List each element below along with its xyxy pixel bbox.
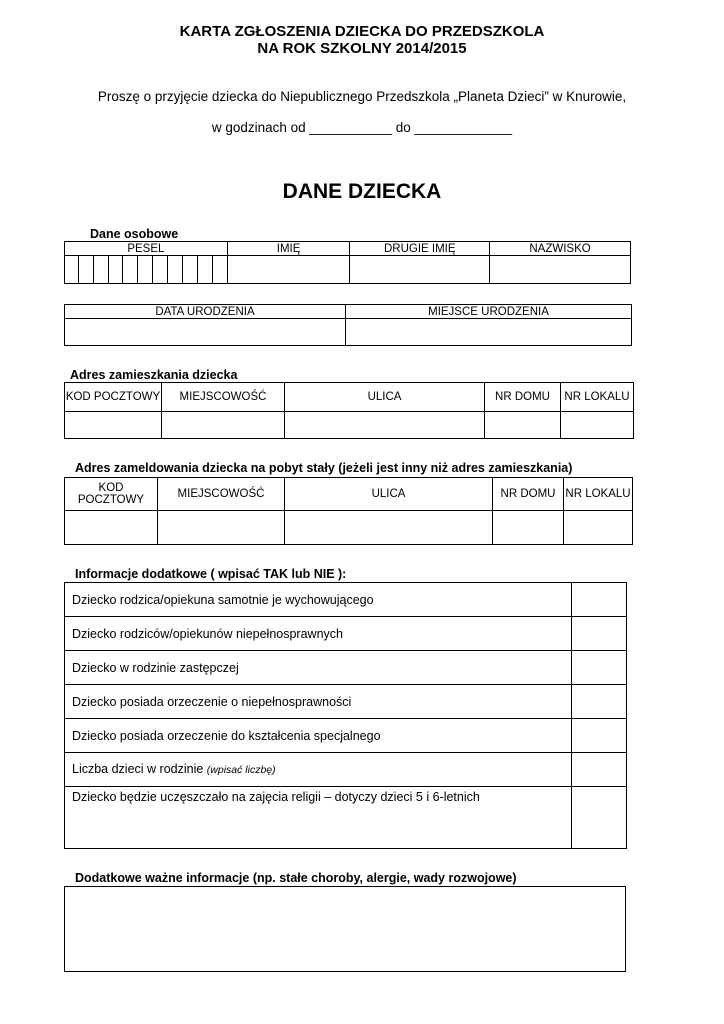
birth-place-header: MIEJSCE URODZENIA xyxy=(346,305,632,319)
pesel-digit-cell[interactable] xyxy=(79,256,94,284)
form-title-line1: KARTA ZGŁOSZENIA DZIECKA DO PRZEDSZKOLA xyxy=(179,23,545,40)
pesel-digit-cell[interactable] xyxy=(94,256,109,284)
pesel-digit-cell[interactable] xyxy=(138,256,153,284)
children-count-label xyxy=(65,753,572,787)
first-name-header: IMIĘ xyxy=(227,242,350,256)
disabled-parents-label: Dziecko rodziców/opiekunów niepełnosprawnych xyxy=(65,617,572,651)
house-number-field[interactable] xyxy=(493,511,564,545)
residence-address-label: Adres zamieszkania dziecka xyxy=(70,368,238,382)
pesel-header: PESEL xyxy=(65,242,228,256)
first-name-field[interactable] xyxy=(227,256,350,284)
disabled-parents-answer[interactable] xyxy=(572,617,627,651)
disability-certificate-answer[interactable] xyxy=(572,685,627,719)
additional-info-label: Informacje dodatkowe ( wpisać TAK lub NIE ): xyxy=(75,567,347,581)
pesel-digit-cell[interactable] xyxy=(123,256,138,284)
special-education-answer[interactable] xyxy=(572,719,627,753)
form-title-line2: NA ROK SZKOLNY 2014/2015 xyxy=(257,40,467,57)
street-field[interactable] xyxy=(285,511,493,545)
pesel-digit-cell[interactable] xyxy=(109,256,123,284)
street-header: ULICA xyxy=(285,478,493,511)
street-field[interactable] xyxy=(285,412,485,439)
important-info-label: Dodatkowe ważne informacje (np. stałe choroby, alergie, wady rozwojowe) xyxy=(75,871,517,885)
pesel-digit-cell[interactable] xyxy=(182,256,197,284)
postal-code-field[interactable] xyxy=(65,511,158,545)
locality-field[interactable] xyxy=(158,511,285,545)
personal-data-label: Dane osobowe xyxy=(90,227,179,241)
postal-code-header: KOD POCZTOWY xyxy=(65,383,162,412)
street-header: ULICA xyxy=(285,383,485,412)
surname-field[interactable] xyxy=(490,256,631,284)
foster-family-label: Dziecko w rodzinie zastępczej xyxy=(65,651,572,685)
disability-certificate-label: Dziecko posiada orzeczenie o niepełnosprawności xyxy=(65,685,572,719)
locality-header: MIEJSCOWOŚĆ xyxy=(162,383,285,412)
house-number-header: NR DOMU xyxy=(493,478,564,511)
admission-request-text: Proszę o przyjęcie dziecka do Niepublicznego Przedszkola „Planeta Dzieci” w Knurowie, xyxy=(97,89,627,104)
postal-code-header: KOD POCZTOWY xyxy=(65,478,158,511)
house-number-field[interactable] xyxy=(485,412,561,439)
registration-address-label: Adres zameldowania dziecka na pobyt stały (jeżeli jest inny niż adres zamieszkania) xyxy=(75,461,573,475)
surname-header: NAZWISKO xyxy=(490,242,631,256)
apartment-number-header: NR LOKALU xyxy=(564,478,633,511)
second-name-header: DRUGIE IMIĘ xyxy=(350,242,490,256)
birth-place-field[interactable] xyxy=(346,319,632,346)
pesel-digit-cell[interactable] xyxy=(197,256,212,284)
single-parent-label: Dziecko rodzica/opiekuna samotnie je wychowującego xyxy=(65,583,572,617)
important-info-field[interactable] xyxy=(64,886,626,972)
children-count-text: Liczba dzieci w rodzinie xyxy=(72,762,204,776)
postal-code-field[interactable] xyxy=(65,412,162,439)
apartment-number-field[interactable] xyxy=(564,511,633,545)
birth-data-table xyxy=(64,304,632,346)
pesel-digit-cell[interactable] xyxy=(212,256,227,284)
registration-address-table xyxy=(64,477,633,545)
second-name-field[interactable] xyxy=(350,256,490,284)
residence-address-table xyxy=(64,382,634,439)
single-parent-answer[interactable] xyxy=(572,583,627,617)
children-count-answer[interactable] xyxy=(572,753,627,787)
pesel-digit-cell[interactable] xyxy=(168,256,182,284)
birth-date-header: DATA URODZENIA xyxy=(65,305,346,319)
attendance-hours-text: w godzinach od ___________ do _____________ xyxy=(211,120,513,135)
apartment-number-field[interactable] xyxy=(561,412,634,439)
section-title: DANE DZIECKA xyxy=(282,180,442,203)
special-education-label: Dziecko posiada orzeczenie do kształcenia specjalnego xyxy=(65,719,572,753)
apartment-number-header: NR LOKALU xyxy=(561,383,634,412)
children-count-note: (wpisać liczbę) xyxy=(206,764,276,776)
house-number-header: NR DOMU xyxy=(485,383,561,412)
foster-family-answer[interactable] xyxy=(572,651,627,685)
additional-info-table xyxy=(64,582,627,849)
birth-date-field[interactable] xyxy=(65,319,346,346)
religion-classes-answer[interactable] xyxy=(572,787,627,849)
locality-field[interactable] xyxy=(162,412,285,439)
pesel-digit-cell[interactable] xyxy=(65,256,79,284)
religion-classes-label: Dziecko będzie uczęszczało na zajęcia religii – dotyczy dzieci 5 i 6-letnich xyxy=(65,787,572,849)
locality-header: MIEJSCOWOŚĆ xyxy=(158,478,285,511)
pesel-digit-cell[interactable] xyxy=(153,256,168,284)
personal-data-table xyxy=(64,241,631,284)
